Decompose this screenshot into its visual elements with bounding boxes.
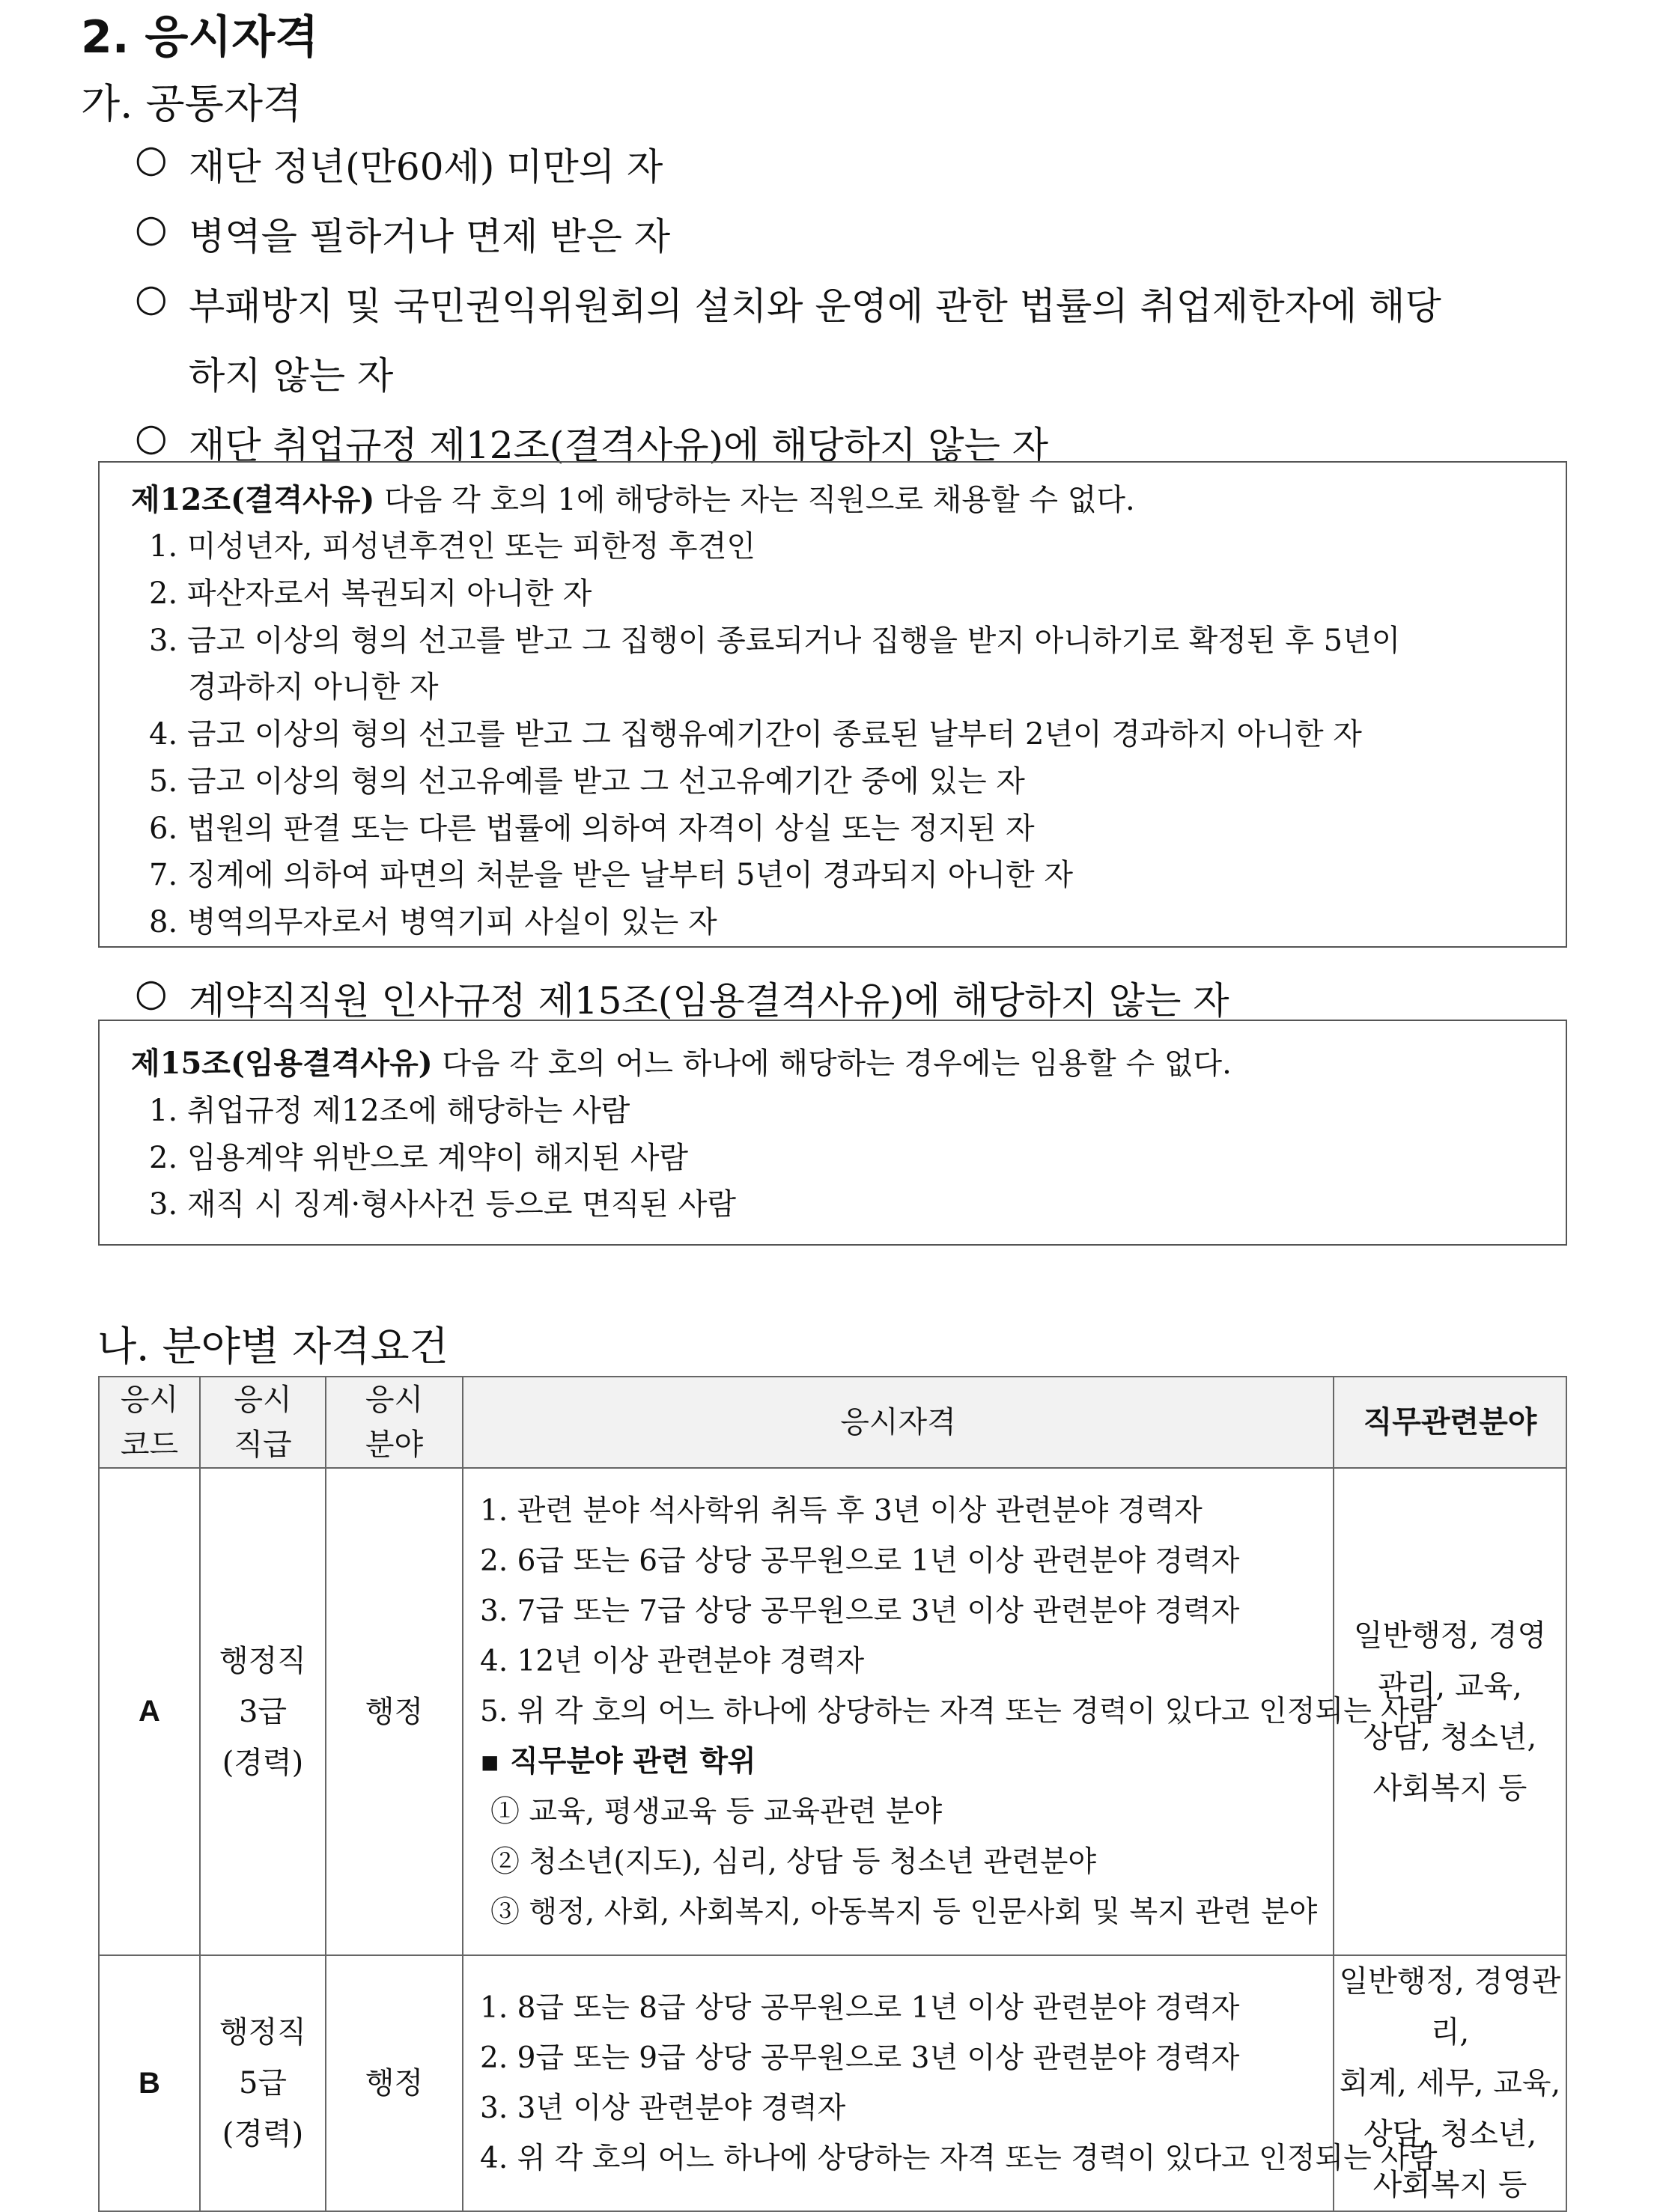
table-row	[99, 1468, 1566, 1955]
header-code: 응시 코드	[99, 1377, 200, 1468]
article-15-box	[98, 1020, 1567, 1246]
list-item: 6. 법원의 판결 또는 다른 법률에 의하여 자격이 상실 또는 정지된 자	[149, 811, 1035, 846]
table-row	[99, 1955, 1566, 2211]
list-item: 1. 미성년자, 피성년후견인 또는 피한정 후견인	[149, 529, 755, 564]
circle-bullet-icon: ○	[135, 415, 168, 459]
subsection-title-field: 나. 분야별 자격요건	[97, 1323, 449, 1370]
header-field: 응시 분야	[326, 1377, 463, 1468]
list-item: 3. 금고 이상의 형의 선고를 받고 그 집행이 종료되거나 집행을 받지 아니하기로 확정된 후 5년이	[149, 624, 1401, 658]
row-related-field: 일반행정, 경영 관리, 교육, 상담, 청소년, 사회복지 등	[1334, 1468, 1566, 1955]
row-field: 행정	[326, 1955, 463, 2211]
list-item: 1. 취업규정 제12조에 해당하는 사람	[149, 1094, 630, 1128]
row-code: A	[99, 1468, 200, 1955]
list-item: 4. 금고 이상의 형의 선고를 받고 그 집행유예기간이 종료된 날부터 2년이 경과하지 아니한 자	[149, 717, 1362, 752]
header-qualification: 응시자격	[463, 1377, 1334, 1468]
circle-bullet-icon: ○	[135, 971, 168, 1014]
row-related-field: 일반행정, 경영관리, 회계, 세무, 교육, 상담, 청소년, 사회복지 등	[1334, 1955, 1566, 2211]
qualification-table	[98, 1376, 1567, 2212]
circle-bullet-icon: ○	[135, 137, 168, 180]
list-item: 2. 임용계약 위반으로 계약이 해지된 사람	[149, 1141, 688, 1175]
article-15-title: 제15조(임용결격사유) 다음 각 호의 어느 하나에 해당하는 경우에는 임용할 수 없다.	[131, 1046, 1232, 1081]
list-item: 3. 재직 시 징계·형사사건 등으로 면직된 사람	[149, 1187, 737, 1222]
list-item: 7. 징계에 의하여 파면의 처분을 받은 날부터 5년이 경과되지 아니한 자	[149, 858, 1074, 892]
list-item: 8. 병역의무자로서 병역기피 사실이 있는 자	[149, 905, 717, 939]
header-related-field: 직무관련분야	[1334, 1377, 1566, 1468]
row-grade: 행정직 3급 (경력)	[200, 1468, 326, 1955]
circle-bullet-icon: ○	[135, 276, 168, 320]
circle-bullet-icon: ○	[135, 207, 168, 250]
list-item-continuation: 경과하지 아니한 자	[188, 670, 439, 704]
header-grade: 응시 직급	[200, 1377, 326, 1468]
degree-subtitle: ▪ 직무분야 관련 학위	[480, 1744, 756, 1779]
row-code: B	[99, 1955, 200, 2211]
section-heading: 2. 응시자격	[81, 11, 319, 64]
table-header-row	[99, 1377, 1566, 1468]
row-field: 행정	[326, 1468, 463, 1955]
row-qualifications: 1. 관련 분야 석사학위 취득 후 3년 이상 관련분야 경력자 2. 6급 또는 6급 상당 공무원으로 1년 이상 관련분야 경력자 3. 7급 또는 7급 상당 공무원으로 3년 이상 관련분야 경력자 4. 12년 이상 관련분야 경력자 5. 위 각 호의 어느 하나에 상당하는 자격 또는 경력이 있다고 인정되는 사람 ▪ 직무분야 관련 학위 ① 교육, 평생교육 등 교육관련 분야 ② 청소년(지도), 심리, 상담 등 청소년 관련분야 ③ 행정, 사회, 사회복지, 아동복지 등 인문사회 및 복지 관련 분야	[463, 1468, 1334, 1955]
article-12-title: 제12조(결격사유) 다음 각 호의 1에 해당하는 자는 직원으로 채용할 수 없다.	[131, 482, 1135, 517]
row-grade: 행정직 5급 (경력)	[200, 1955, 326, 2211]
subsection-title-common: 가. 공통자격	[81, 80, 302, 127]
article-12-box	[98, 461, 1567, 948]
list-item: 5. 금고 이상의 형의 선고유예를 받고 그 선고유예기간 중에 있는 자	[149, 764, 1025, 799]
row-qualifications: 1. 8급 또는 8급 상당 공무원으로 1년 이상 관련분야 경력자 2. 9급 또는 9급 상당 공무원으로 3년 이상 관련분야 경력자 3. 3년 이상 관련분야 경력자 4. 위 각 호의 어느 하나에 상당하는 자격 또는 경력이 있다고 인정되는 사람	[463, 1955, 1334, 2211]
list-item: 2. 파산자로서 복권되지 아니한 자	[149, 576, 592, 611]
